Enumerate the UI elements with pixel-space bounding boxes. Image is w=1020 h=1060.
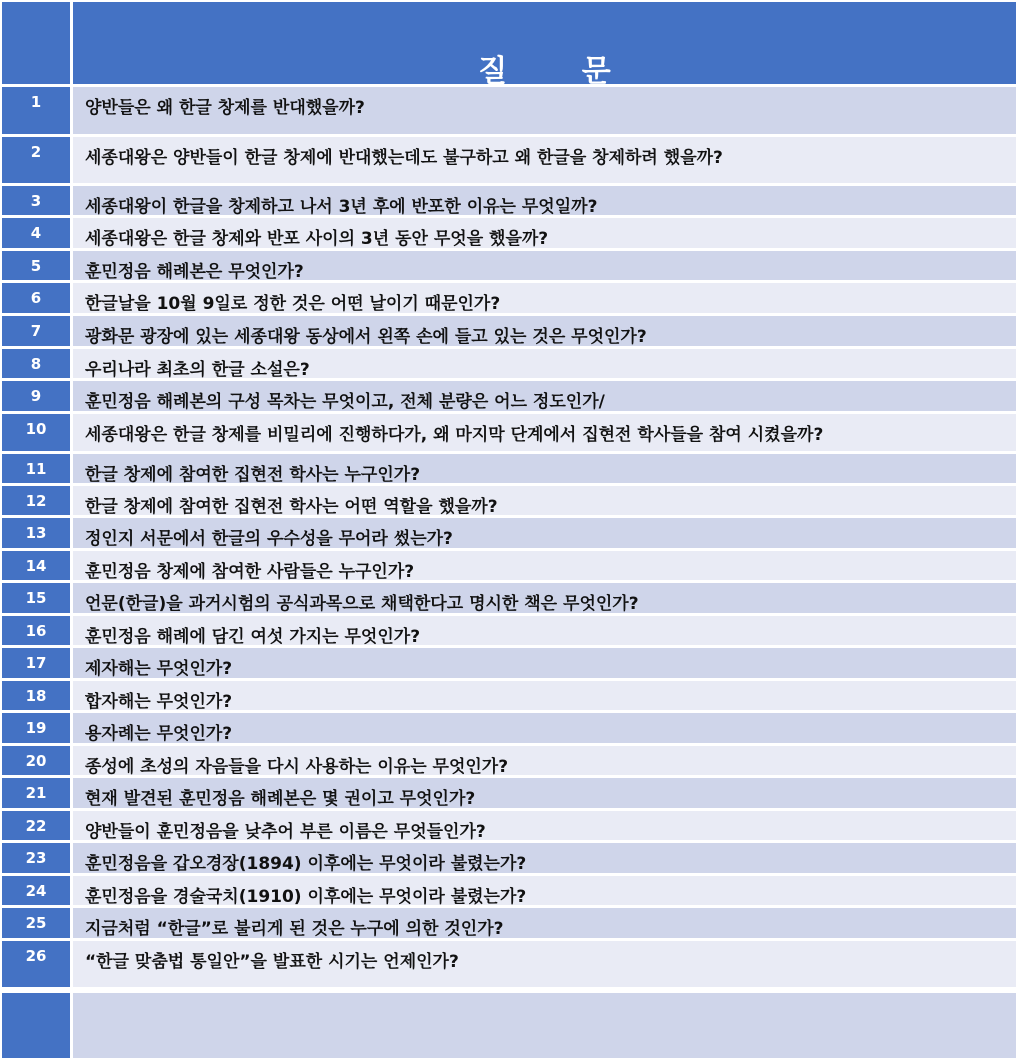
number-header-cell — [2, 2, 70, 84]
row-number-cell — [2, 908, 70, 938]
row-number: 21 — [25, 784, 47, 802]
row-number-cell — [2, 283, 70, 313]
row-number-cell — [2, 811, 70, 840]
row-number-cell — [2, 518, 70, 548]
row-question-cell — [73, 454, 1016, 483]
row-number-cell — [2, 186, 70, 215]
row-number: 16 — [25, 622, 47, 640]
row-number: 15 — [25, 589, 47, 607]
row-number: 12 — [25, 492, 47, 510]
row-question-cell — [73, 283, 1016, 313]
row-question-cell — [73, 316, 1016, 346]
row-question-cell — [73, 551, 1016, 580]
row-question-cell — [73, 486, 1016, 515]
row-number-cell — [2, 87, 70, 134]
row-number: 18 — [25, 687, 47, 705]
table-row — [2, 681, 1016, 710]
table-row — [2, 648, 1016, 678]
row-question-text: 세종대왕은 양반들이 한글 창제에 반대했는데도 불구하고 왜 한글을 창제하려 했을까? — [85, 148, 723, 168]
table-row — [2, 316, 1016, 346]
row-number-cell — [2, 876, 70, 905]
table-row — [2, 908, 1016, 938]
row-number-cell — [2, 486, 70, 515]
row-number: 23 — [25, 849, 47, 867]
row-question-text: 세종대왕은 한글 창제와 반포 사이의 3년 동안 무엇을 했을까? — [85, 229, 549, 248]
table-row — [2, 186, 1016, 215]
table-row — [2, 551, 1016, 580]
table-blank-row — [2, 993, 1016, 1058]
row-question-cell — [73, 616, 1016, 645]
row-question-cell — [73, 648, 1016, 678]
row-number: 17 — [25, 654, 47, 672]
row-number-cell — [2, 381, 70, 411]
row-question-cell — [73, 811, 1016, 840]
row-number-cell — [2, 648, 70, 678]
row-question-text: 세종대왕은 한글 창제를 비밀리에 진행하다가, 왜 마지막 단계에서 집현전 학사들을 참여 시켰을까? — [85, 425, 824, 445]
row-question-text: 세종대왕이 한글을 창제하고 나서 3년 후에 반포한 이유는 무엇일까? — [85, 197, 598, 215]
question-header-cell — [73, 2, 1016, 84]
row-question-cell — [73, 583, 1016, 613]
row-question-text: 훈민정음 해례본의 구성 목차는 무엇이고, 전체 분량은 어느 정도인가/ — [85, 392, 605, 411]
row-number: 22 — [25, 817, 47, 835]
table-row — [2, 811, 1016, 840]
row-question-cell — [73, 137, 1016, 183]
row-number: 10 — [25, 420, 47, 438]
row-number-cell — [2, 551, 70, 580]
row-question-cell — [73, 218, 1016, 248]
table-header — [2, 2, 1016, 84]
row-question-cell — [73, 778, 1016, 808]
row-number: 1 — [30, 93, 42, 111]
row-question-cell — [73, 843, 1016, 873]
table-row — [2, 518, 1016, 548]
row-number-cell — [2, 616, 70, 645]
row-number: 25 — [25, 914, 47, 932]
row-number-cell — [2, 454, 70, 483]
table-row — [2, 283, 1016, 313]
row-number-cell — [2, 414, 70, 451]
row-question-text: 훈민정음을 경술국치(1910) 이후에는 무엇이라 불렸는가? — [85, 887, 527, 905]
row-number-cell — [2, 941, 70, 987]
table-row — [2, 454, 1016, 483]
row-question-text: “한글 맞춤법 통일안”을 발표한 시기는 언제인가? — [85, 952, 459, 972]
row-number: 14 — [25, 557, 47, 575]
row-question-cell — [73, 908, 1016, 938]
table-row — [2, 778, 1016, 808]
table-row — [2, 414, 1016, 451]
row-number-cell — [2, 316, 70, 346]
row-number-cell — [2, 713, 70, 743]
row-question-text: 우리나라 최초의 한글 소설은? — [85, 360, 310, 378]
row-question-text: 언문(한글)을 과거시험의 공식과목으로 채택한다고 명시한 책은 무엇인가? — [85, 594, 639, 613]
table-row — [2, 486, 1016, 515]
row-question-text: 한글 창제에 참여한 집현전 학사는 어떤 역할을 했을까? — [85, 497, 498, 515]
row-number: 11 — [25, 460, 47, 478]
row-question-cell — [73, 349, 1016, 378]
row-question-cell — [73, 186, 1016, 215]
row-number-cell — [2, 251, 70, 280]
table-row — [2, 746, 1016, 775]
row-number: 7 — [30, 322, 42, 340]
row-question-cell — [73, 381, 1016, 411]
row-number: 3 — [30, 192, 42, 210]
row-question-text: 용자례는 무엇인가? — [85, 724, 233, 743]
row-number: 26 — [25, 947, 47, 965]
row-number-cell — [2, 681, 70, 710]
row-number: 19 — [25, 719, 47, 737]
table-row — [2, 876, 1016, 905]
row-number-cell — [2, 349, 70, 378]
row-question-text: 제자해는 무엇인가? — [85, 659, 233, 678]
row-question-text: 현재 발견된 훈민정음 해례본은 몇 권이고 무엇인가? — [85, 789, 476, 808]
row-question-text: 훈민정음을 갑오경장(1894) 이후에는 무엇이라 불렸는가? — [85, 854, 527, 873]
table-row — [2, 941, 1016, 987]
blank-question-cell — [73, 993, 1016, 1058]
row-question-cell — [73, 251, 1016, 280]
row-question-cell — [73, 87, 1016, 134]
table-row — [2, 583, 1016, 613]
table-row — [2, 843, 1016, 873]
row-number-cell — [2, 137, 70, 183]
table-row — [2, 381, 1016, 411]
table-row — [2, 218, 1016, 248]
row-question-cell — [73, 941, 1016, 987]
table-row — [2, 137, 1016, 183]
table-row — [2, 349, 1016, 378]
row-number-cell — [2, 583, 70, 613]
row-number-cell — [2, 746, 70, 775]
row-question-text: 합자해는 무엇인가? — [85, 692, 233, 710]
row-question-text: 정인지 서문에서 한글의 우수성을 무어라 썼는가? — [85, 529, 453, 548]
row-question-text: 한글날을 10월 9일로 정한 것은 어떤 날이기 때문인가? — [85, 294, 501, 313]
row-question-text: 훈민정음 해례본은 무엇인가? — [85, 262, 304, 280]
row-number: 13 — [25, 524, 47, 542]
row-number: 8 — [30, 355, 42, 373]
row-question-cell — [73, 518, 1016, 548]
row-number: 2 — [30, 143, 42, 161]
table-row — [2, 87, 1016, 134]
table-row — [2, 616, 1016, 645]
row-question-cell — [73, 713, 1016, 743]
questions-table — [2, 2, 1016, 1058]
blank-number-cell — [2, 993, 70, 1058]
row-question-text: 한글 창제에 참여한 집현전 학사는 누구인가? — [85, 465, 421, 483]
row-question-text: 훈민정음 창제에 참여한 사람들은 누구인가? — [85, 562, 415, 580]
row-number: 4 — [30, 224, 42, 242]
row-question-text: 광화문 광장에 있는 세종대왕 동상에서 왼쪽 손에 들고 있는 것은 무엇인가? — [85, 327, 647, 346]
row-number-cell — [2, 778, 70, 808]
table-row — [2, 713, 1016, 743]
row-question-text: 지금처럼 “한글”로 불리게 된 것은 누구에 의한 것인가? — [85, 919, 504, 938]
row-number: 24 — [25, 882, 47, 900]
row-number: 9 — [30, 387, 42, 405]
table-row — [2, 251, 1016, 280]
row-question-cell — [73, 681, 1016, 710]
row-question-text: 양반들이 훈민정음을 낮추어 부른 이름은 무엇들인가? — [85, 822, 486, 840]
row-number-cell — [2, 218, 70, 248]
row-question-cell — [73, 746, 1016, 775]
row-number: 5 — [30, 257, 42, 275]
row-question-text: 양반들은 왜 한글 창제를 반대했을까? — [85, 98, 365, 118]
row-number: 6 — [30, 289, 42, 307]
row-question-text: 훈민정음 해례에 담긴 여섯 가지는 무엇인가? — [85, 627, 421, 645]
row-number: 20 — [25, 752, 47, 770]
question-header-title: 질 문 — [478, 54, 643, 84]
row-question-text: 종성에 초성의 자음들을 다시 사용하는 이유는 무엇인가? — [85, 757, 509, 775]
row-question-cell — [73, 876, 1016, 905]
row-number-cell — [2, 843, 70, 873]
row-question-cell — [73, 414, 1016, 451]
